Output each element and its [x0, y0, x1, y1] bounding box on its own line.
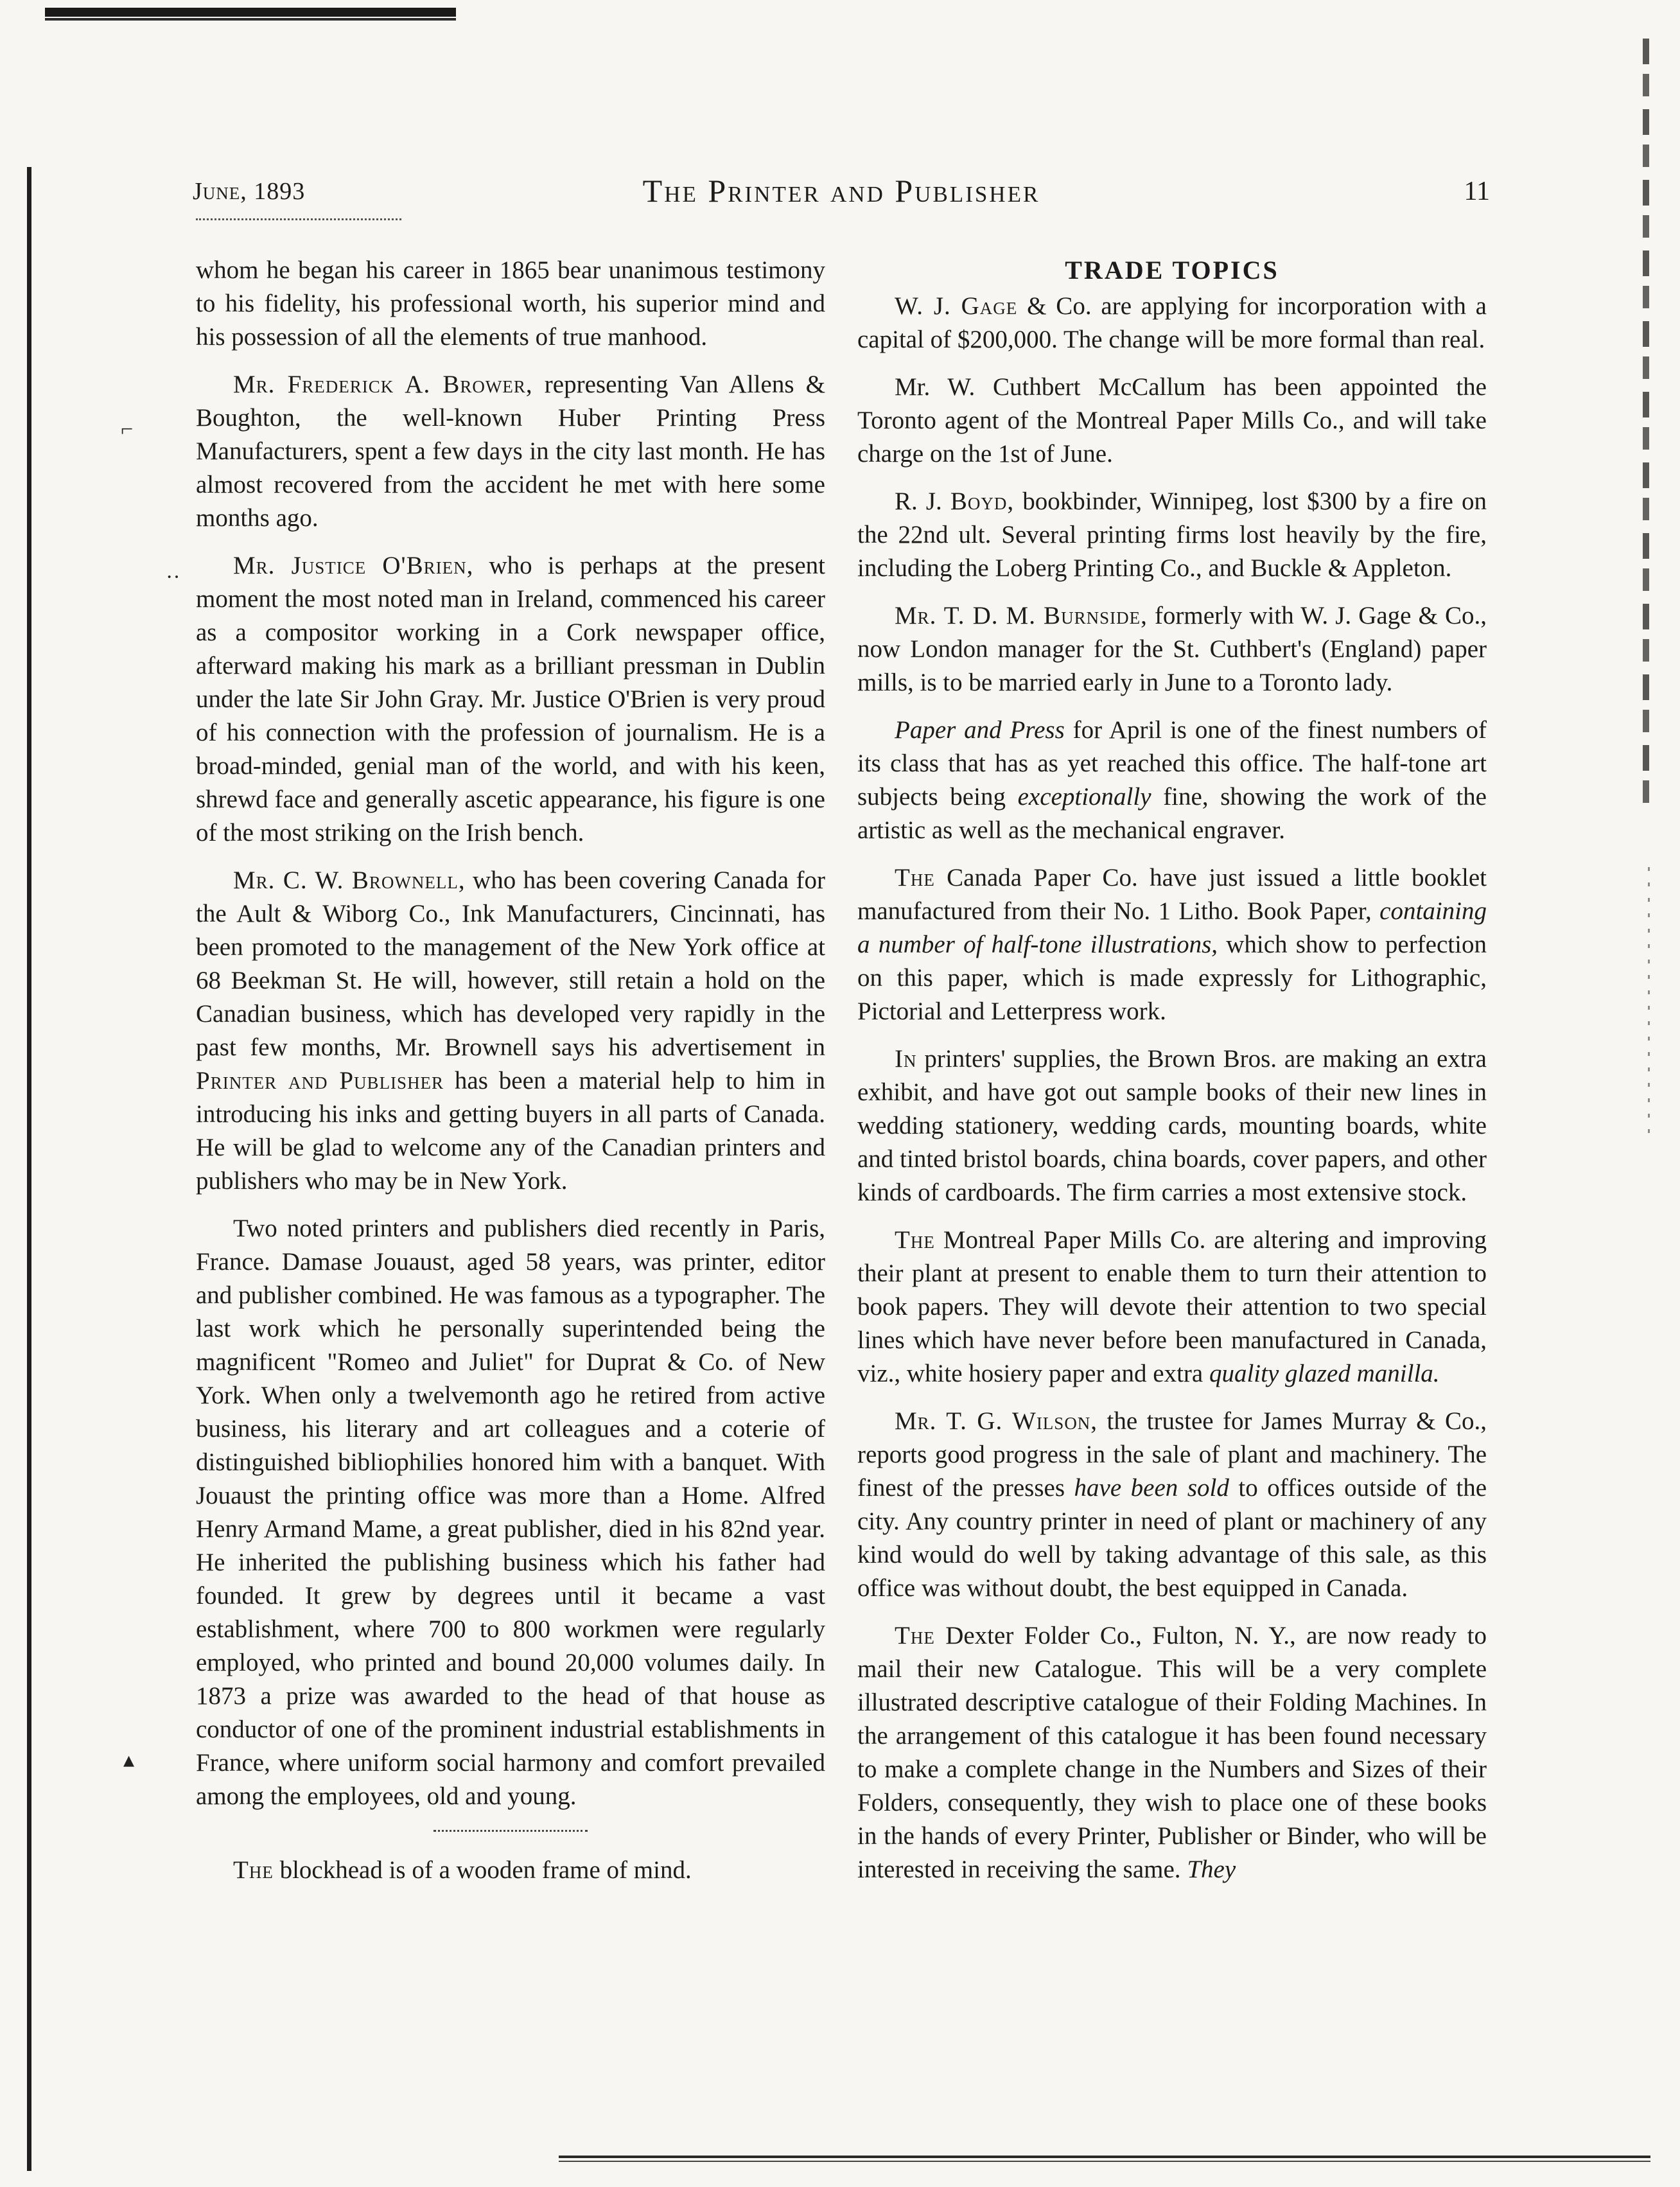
paragraph-text: fine, showing the work of the artistic as well as the mechanical engraver.: [857, 783, 1487, 844]
paragraph-text: Montreal Paper Mills Co. are altering and improving their plant at present to enable them to turn their attention to book papers. They will devote their attention to two special lines which have never before been manufactured in Canada, viz., white hosiery paper and extra: [857, 1226, 1487, 1387]
paragraph-wilson: [857, 1405, 1487, 1605]
paragraph-text: has been a material help to him in introducing his inks and getting buyers in all parts of Canada. He will be glad to welcome any of the Canadian printers and publishers who may be in New York.: [196, 1067, 825, 1195]
paragraph-montreal-paper: [857, 1224, 1487, 1391]
paragraph-obrien: [196, 549, 825, 850]
paragraph-text: for April is one of the finest numbers of its class that has as yet reached this office. The half-tone art subjects being: [857, 716, 1487, 811]
paragraph-gage: [857, 290, 1487, 356]
paragraph-text: who is perhaps at the present moment the most noted man in Ireland, commenced his career as a compositor working in a Cork newspaper office, afterward making his mark as a brilliant pressman in Dublin under the late Sir John Gray. Mr. Justice O'Brien is very proud of his connection with the profession of journalism. He is a broad-minded, genial man of the world, and with his keen, shrewd face and generally ascetic appearance, his figure is one of the most striking on the Irish bench.: [196, 552, 825, 847]
paragraph-continuation: whom he began his career in 1865 bear unanimous testimony to his fidelity, his professional worth, his superior mind and his possession of all the elements of true manhood.: [196, 256, 825, 351]
paragraph-brown-bros: [857, 1042, 1487, 1209]
scan-edge-right: [1643, 39, 1649, 809]
issue-date: June, 1893: [193, 178, 306, 205]
person-name: Mr. C. W. Brownell,: [233, 866, 466, 894]
paragraph-text: who has been covering Canada for the Ault & Wiborg Co., Ink Manufacturers, Cincinnati, has been promoted to the management of the New York office at 68 Beekman St. He will, however, still retain a hold on the Canadian business, which has developed very rapidly in the past few months, Mr. Brownell says his advertisement in: [196, 866, 825, 1061]
paragraph-text: bookbinder, Winnipeg, lost $300 by a fire on the 22nd ult. Several printing firms lost heavily by the fire, including the Loberg Printing Co., and Buckle & Appleton.: [857, 487, 1487, 582]
paragraph-text: R. J.: [895, 487, 950, 515]
lead-word: The: [895, 1622, 935, 1649]
margin-mark: ⌐: [121, 417, 134, 441]
paragraph-mccallum: Mr. W. Cuthbert McCallum has been appointed the Toronto agent of the Montreal Paper Mills Co., and will take charge on the 1st of June.: [857, 373, 1487, 468]
emphasis-text: containing a number of half-tone illustrations,: [857, 897, 1487, 958]
left-column: [196, 254, 825, 1901]
paragraph-text: printers' supplies, the Brown Bros. are making an extra exhibit, and have got out sample books of their new lines in wedding stationery, wedding cards, mounting boards, white and tinted bristol boards, china boards, cover papers, and other kinds of cardboards. The firm carries a most extensive stock.: [857, 1045, 1487, 1206]
paragraph-boyd: [857, 485, 1487, 585]
person-name: Mr. T. G. Wilson,: [895, 1407, 1098, 1435]
paragraph-text: Canada Paper Co. have just issued a little booklet manufactured from their No. 1 Litho. Book Paper,: [857, 864, 1487, 925]
lead-word: The: [233, 1856, 274, 1884]
paragraph-brower: [196, 368, 825, 535]
paragraph-burnside: [857, 599, 1487, 699]
paragraph-canada-paper: [857, 861, 1487, 1028]
emphasis-text: have been sold: [1074, 1474, 1229, 1502]
publication-title: The Printer and Publisher: [642, 173, 1040, 209]
scan-edge-left: [27, 167, 31, 2171]
scan-border-top-thin: [45, 18, 456, 21]
paragraph-brownell: [196, 864, 825, 1198]
emphasis-text: quality glazed manilla.: [1209, 1360, 1440, 1387]
paragraph-text: blockhead is of a wooden frame of mind.: [273, 1856, 692, 1884]
scan-border-bottom: [559, 2156, 1650, 2158]
section-heading: TRADE TOPICS: [1065, 256, 1279, 285]
paragraph-paris: Two noted printers and publishers died recently in Paris, France. Damase Jouaust, aged 58 years, was printer, editor and publisher combined. He was famous as a typographer. The last work which he personally superintended being the magnificent "Romeo and Juliet" for Duprat & Co. of New York. When only a twelvemonth ago he retired from active business, his literary and art colleagues and a coterie of distinguished bibliophilies honored him with a banquet. With Jouaust the printing office was more than a Home. Alfred Henry Armand Mame, a great publisher, died in his 82nd year. He inherited the publishing business which his father had founded. It grew by degrees until it became a vast establishment, where 700 to 800 workmen were regularly employed, who printed and bound 20,000 volumes daily. In 1873 a prize was awarded to the head of that house as conductor of one of the prominent industrial establishments in France, where uniform social harmony and comfort prevailed among the employees, old and young.: [196, 1215, 825, 1810]
scan-edge-right-ticks: [1648, 867, 1650, 1137]
paragraph-dexter: [857, 1619, 1487, 1886]
emphasis-text: They: [1187, 1856, 1236, 1883]
paragraph-text: formerly with W. J. Gage & Co., now London manager for the St. Cuthbert's (England) paper mills, is to be married early in June to a Toronto lady.: [857, 602, 1487, 696]
section-divider: [433, 1830, 588, 1832]
lead-word: The: [895, 1226, 935, 1254]
paragraph-text: & Co. are applying for incorporation with a capital of $200,000. The change will be more formal than real.: [857, 292, 1487, 353]
paragraph-blockhead: [196, 1854, 825, 1887]
paragraph-text: the trustee for James Murray & Co., reports good progress in the sale of plant and machinery. The finest of the presses: [857, 1407, 1487, 1502]
publication-name: Paper and Press: [895, 716, 1065, 744]
header-dotted-rule: [196, 218, 401, 220]
publication-name: Printer and Publisher: [196, 1067, 444, 1094]
paragraph-paper-and-press: [857, 714, 1487, 847]
person-name: Mr. Frederick A. Brower,: [233, 371, 533, 398]
person-name: Boyd,: [950, 487, 1015, 515]
paragraph-text: Dexter Folder Co., Fulton, N. Y., are now ready to mail their new Catalogue. This will be a very complete illustrated descriptive catalogue of their Folding Machines. In the arrangement of this catalogue it has been found necessary to make a complete change in the Numbers and Sizes of their Folders, consequently, they wish to place one of these books in the hands of every Printer, Publisher or Binder, who will be interested in receiving the same.: [857, 1622, 1487, 1883]
margin-mark: ▴: [123, 1748, 135, 1772]
emphasis-text: exceptionally: [1017, 783, 1151, 811]
paragraph-text: representing Van Allens & Boughton, the well-known Huber Printing Press Manufacturers, spent a few days in the city last month. He has almost recovered from the accident he met with here some months ago.: [196, 371, 825, 532]
right-column: [857, 254, 1487, 1901]
person-name: Mr. T. D. M. Burnside,: [895, 602, 1148, 629]
paragraph-text: which show to perfection on this paper, which is made expressly for Lithographic, Pictorial and Letterpress work.: [857, 931, 1487, 1025]
company-name: W. J. Gage: [895, 292, 1018, 320]
person-name: Mr. Justice O'Brien,: [233, 552, 474, 579]
lead-word: In: [895, 1045, 917, 1073]
paragraph-text: to offices outside of the city. Any country printer in need of plant or machinery of any kind would do well by taking advantage of this sale, as this office was without doubt, the best equipped in Canada.: [857, 1474, 1487, 1602]
margin-mark: ··: [166, 565, 180, 589]
running-header: [193, 172, 1490, 211]
lead-word: The: [895, 864, 935, 891]
page-number: 11: [1464, 177, 1490, 206]
scan-border-bottom-thin: [559, 2161, 1650, 2162]
scan-border-top: [45, 8, 456, 17]
